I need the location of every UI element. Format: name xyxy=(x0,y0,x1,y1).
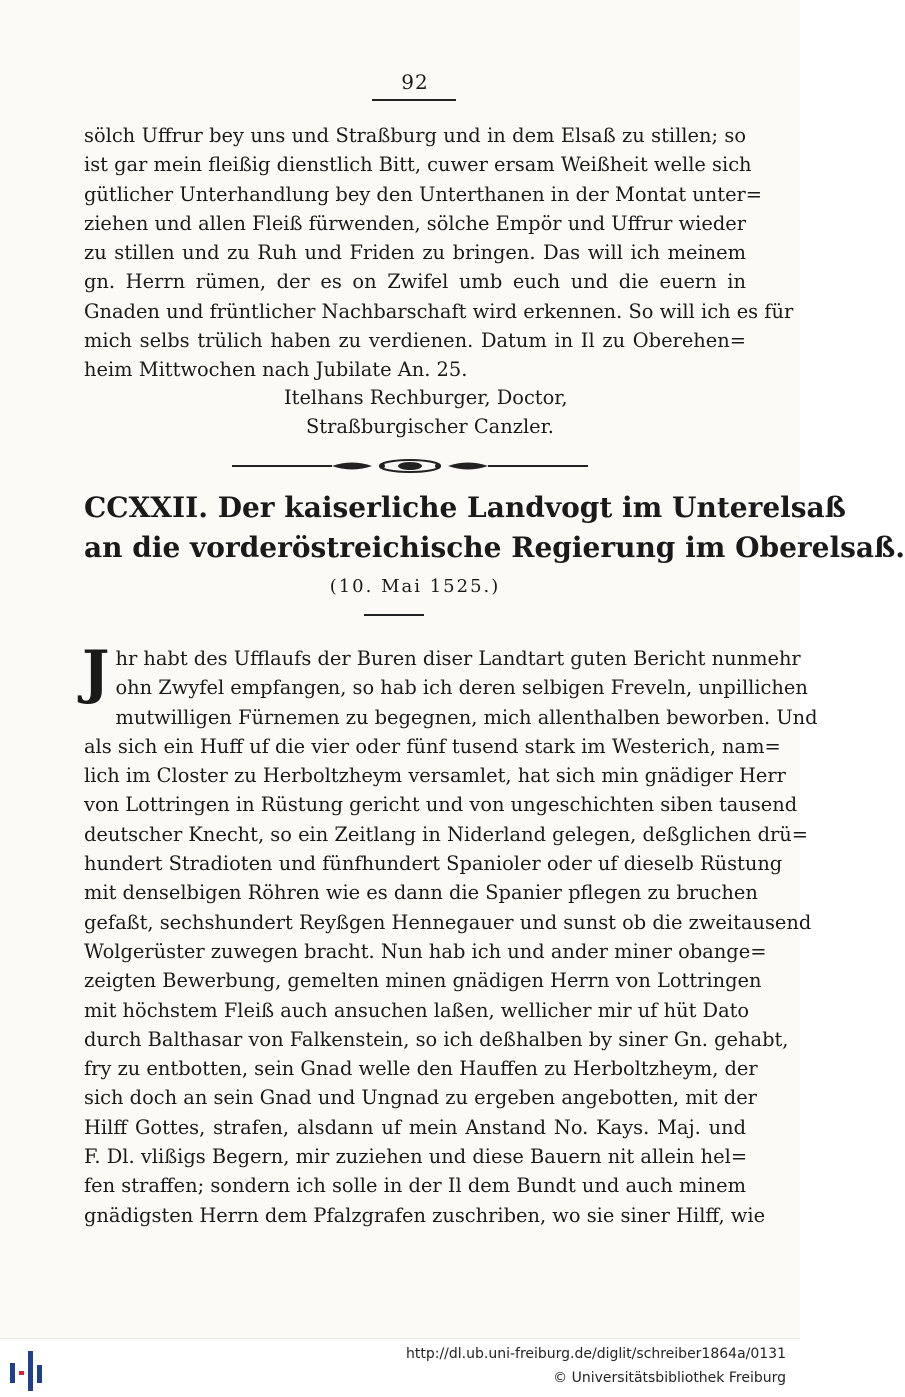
paragraph-line: zu stillen und zu Ruh und Friden zu bringen. Das will ich meinem xyxy=(84,241,746,265)
document-date: (10. Mai 1525.) xyxy=(329,576,501,597)
heading-line-1: CCXXII. Der kaiserliche Landvogt im Unterelsaß xyxy=(84,491,846,524)
paragraph-line: heim Mittwochen nach Jubilate An. 25. xyxy=(84,358,468,382)
footer-bar xyxy=(0,1338,800,1397)
page-number: 92 xyxy=(401,70,429,94)
paragraph-line: ohn Zwyfel empfangen, so hab ich deren selbigen Freveln, unpillichen xyxy=(115,676,808,700)
date-rule xyxy=(364,614,424,616)
signature-block xyxy=(284,383,684,441)
paragraph-line: zeigten Bewerbung, gemelten minen gnädigen Herrn von Lottringen xyxy=(84,969,762,993)
paragraph-line: fen straffen; sondern ich solle in der Il dem Bundt und auch minem xyxy=(84,1174,746,1198)
paragraph-line: gn. Herrn rümen, der es on Zwifel umb euch und die euern in xyxy=(84,270,746,294)
signature-name: Itelhans Rechburger, Doctor, xyxy=(284,386,568,409)
paragraph-line: durch Balthasar von Falkenstein, so ich deßhalben by siner Gn. gehabt, xyxy=(84,1027,789,1051)
ornament-divider-icon xyxy=(232,458,588,474)
paragraph-line: sölch Uffrur bey uns und Straßburg und in dem Elsaß zu stillen; so xyxy=(84,124,746,147)
paragraph-line: mich selbs trülich haben zu verdienen. Datum in Il zu Oberehen= xyxy=(84,329,746,353)
paragraph-line: Hilff Gottes, strafen, alsdann uf mein Anstand No. Kays. Maj. und xyxy=(84,1115,746,1139)
paragraph-line: Gnaden und früntlicher Nachbarschaft wird erkennen. So will ich es für xyxy=(84,299,794,323)
heading-line-2: an die vorderöstreichische Regierung im Oberelsaß. xyxy=(84,531,905,564)
paragraph-line: hr habt des Ufflaufs der Buren diser Landtart guten Bericht nunmehr xyxy=(115,647,801,670)
paragraph-line: mit höchstem Fleiß auch ansuchen laßen, wellicher mir uf hüt Dato xyxy=(84,998,750,1022)
ub-freiburg-logo-icon xyxy=(8,1345,48,1393)
paragraph-line: lich im Closter zu Herboltzheym versamlet, hat sich min gnädiger Herr xyxy=(84,764,786,788)
main-paragraph xyxy=(82,638,818,1230)
source-url-link[interactable]: http://dl.ub.uni-freiburg.de/diglit/schreiber1864a/0131 xyxy=(406,1346,786,1362)
paragraph-line: hundert Stradioten und fünfhundert Spanioler oder uf dieselb Rüstung xyxy=(84,852,783,876)
drop-cap: J xyxy=(82,638,110,706)
top-paragraph xyxy=(84,121,794,385)
paragraph-line: gefaßt, sechshundert Reyßgen Hennegauer und sunst ob die zweitausend xyxy=(84,910,812,934)
paragraph-line: mutwilligen Fürnemen zu begegnen, mich allenthalben beworben. Und xyxy=(115,705,818,729)
paragraph-line: gütlicher Unterhandlung bey den Unterthanen in der Montat unter= xyxy=(84,182,763,206)
paragraph-line: Wolgerüster zuwegen bracht. Nun hab ich und ander miner obange= xyxy=(84,939,767,963)
paragraph-line: mit denselbigen Röhren wie es dann die Spanier pflegen zu bruchen xyxy=(84,881,758,905)
paragraph-line: ist gar mein fleißig dienstlich Bitt, cuwer ersam Weißheit welle sich xyxy=(84,153,752,177)
paragraph-line: deutscher Knecht, so ein Zeitlang in Niderland gelegen, deßglichen drü= xyxy=(84,822,809,846)
signature-title: Straßburgischer Canzler. xyxy=(306,415,554,438)
paragraph-line: fry zu entbotten, sein Gnad welle den Hauffen zu Herboltzheym, der xyxy=(84,1057,758,1081)
paragraph-line: von Lottringen in Rüstung gericht und von ungeschichten siben tausend xyxy=(84,793,798,817)
paragraph-line: als sich ein Huff uf die vier oder fünf tusend stark im Westerich, nam= xyxy=(84,734,781,758)
paragraph-line: ziehen und allen Fleiß fürwenden, sölche Empör und Uffrur wieder xyxy=(84,211,746,235)
document-heading xyxy=(84,488,905,568)
copyright-credit: © Universitätsbibliothek Freiburg xyxy=(553,1370,786,1386)
page-number-rule xyxy=(372,99,456,101)
paragraph-line: sich doch an sein Gnad und Ungnad zu ergeben angebotten, mit der xyxy=(84,1086,757,1110)
paragraph-line: gnädigsten Herrn dem Pfalzgrafen zuschriben, wo sie siner Hilff, wie xyxy=(84,1203,766,1227)
paragraph-line: F. Dl. vlißigs Begern, mir zuziehen und diese Bauern nit allein hel= xyxy=(84,1145,748,1169)
